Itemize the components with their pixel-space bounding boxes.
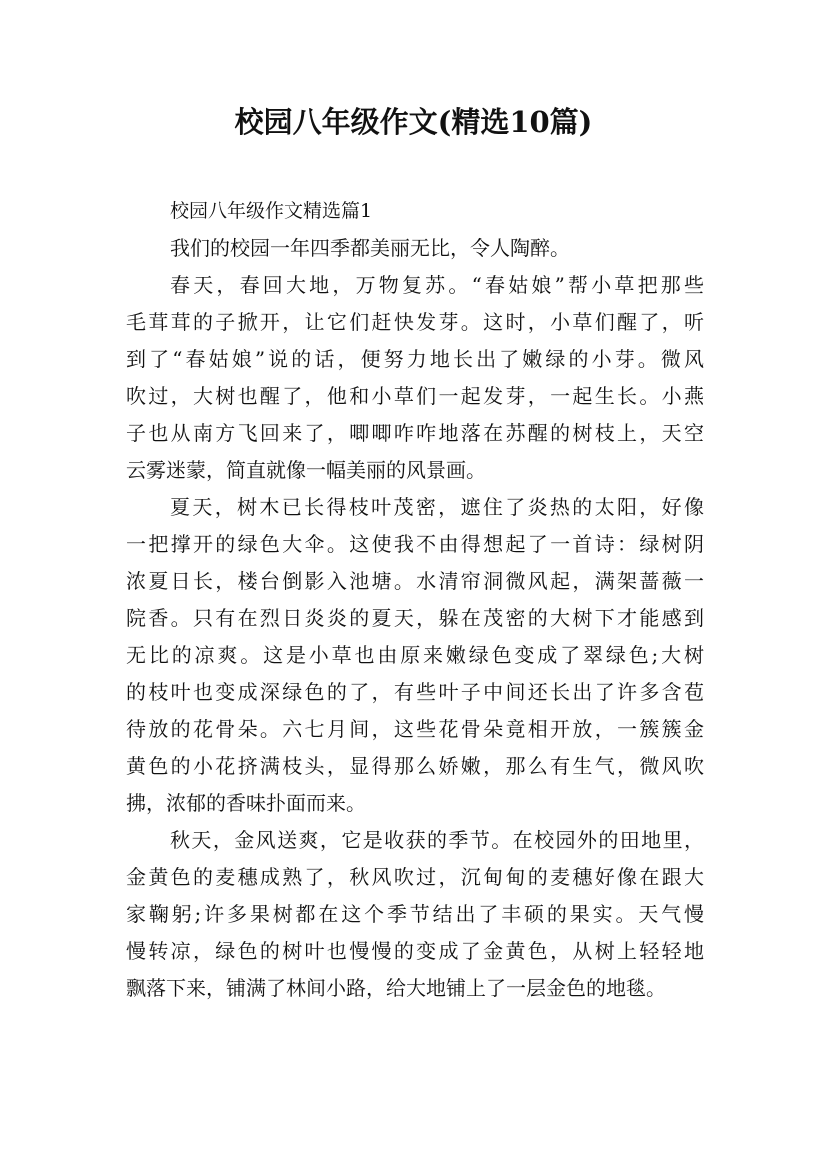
paragraph-line: 家鞠躬;许多果树都在这个季节结出了丰硕的果实。天气慢 bbox=[126, 902, 704, 926]
paragraph-line: 的枝叶也变成深绿色的了，有些叶子中间还长出了许多含苞 bbox=[126, 680, 704, 704]
document-body bbox=[126, 193, 704, 1007]
paragraph bbox=[126, 489, 704, 822]
paragraph bbox=[126, 267, 704, 489]
paragraph-line: 一把撑开的绿色大伞。这使我不由得想起了一首诗：绿树阴 bbox=[126, 532, 704, 556]
paragraph-line: 院香。只有在烈日炎炎的夏天，躲在茂密的大树下才能感到 bbox=[126, 606, 704, 630]
paragraph-line: 毛茸茸的子掀开，让它们赶快发芽。这时，小草们醒了，听 bbox=[126, 310, 704, 334]
paragraph-line: 春天，春回大地，万物复苏。“春姑娘”帮小草把那些 bbox=[170, 273, 704, 297]
paragraph-line: 待放的花骨朵。六七月间，这些花骨朵竟相开放，一簇簇金 bbox=[126, 717, 704, 741]
paragraph-line: 浓夏日长，楼台倒影入池塘。水清帘洞微风起，满架蔷薇一 bbox=[126, 569, 704, 593]
paragraph-line: 秋天，金风送爽，它是收获的季节。在校园外的田地里， bbox=[170, 828, 704, 852]
section-heading: 校园八年级作文精选篇1 bbox=[170, 200, 373, 222]
paragraph-line: 子也从南方飞回来了，唧唧咋咋地落在苏醒的树枝上，天空 bbox=[126, 421, 704, 445]
paragraph bbox=[126, 822, 704, 1007]
paragraph-line: 到了“春姑娘”说的话，便努力地长出了嫩绿的小芽。微风 bbox=[126, 347, 704, 371]
paragraph-line: 吹过，大树也醒了，他和小草们一起发芽，一起生长。小燕 bbox=[126, 384, 704, 408]
paragraph-line: 我们的校园一年四季都美丽无比，令人陶醉。 bbox=[170, 236, 570, 260]
paragraph-line: 无比的凉爽。这是小草也由原来嫩绿色变成了翠绿色;大树 bbox=[126, 643, 704, 667]
paragraph-line: 云雾迷蒙，简直就像一幅美丽的风景画。 bbox=[126, 458, 486, 482]
paragraph-line: 拂，浓郁的香味扑面而来。 bbox=[126, 791, 366, 815]
paragraph-line: 金黄色的麦穗成熟了，秋风吹过，沉甸甸的麦穗好像在跟大 bbox=[126, 865, 704, 889]
paragraph-list bbox=[126, 230, 704, 1007]
document-title: 校园八年级作文(精选10篇) bbox=[234, 105, 593, 139]
paragraph-line: 夏天，树木已长得枝叶茂密，遮住了炎热的太阳，好像 bbox=[170, 495, 704, 519]
paragraph bbox=[126, 230, 704, 267]
paragraph-line: 飘落下来，铺满了林间小路，给大地铺上了一层金色的地毯。 bbox=[126, 976, 666, 1000]
paragraph-line: 慢转凉，绿色的树叶也慢慢的变成了金黄色，从树上轻轻地 bbox=[126, 939, 704, 963]
paragraph-line: 黄色的小花挤满枝头，显得那么娇嫩，那么有生气，微风吹 bbox=[126, 754, 704, 778]
